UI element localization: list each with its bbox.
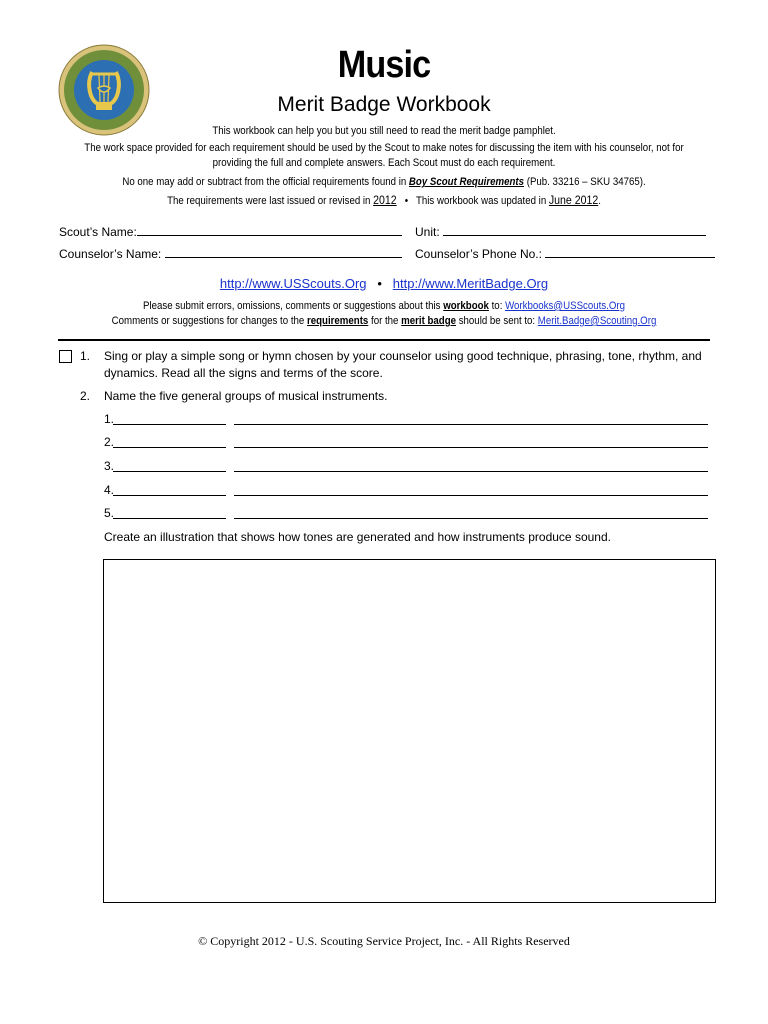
unit-label: Unit: <box>415 225 440 239</box>
unit-field[interactable] <box>415 225 706 239</box>
requirement-2-number: 2. <box>80 389 91 403</box>
submit-line-2-sent: should be sent to: <box>456 315 538 327</box>
requirement-1-number: 1. <box>80 349 91 363</box>
revised-year: 2012 <box>373 193 397 207</box>
intro-line-2: The work space provided for each requirement should be used by the Scout to make notes for discussing the item with his counselor, not for <box>84 142 684 154</box>
illustration-prompt: Create an illustration that shows how tones are generated and how instruments produce sound. <box>104 530 611 544</box>
counselor-phone-field[interactable] <box>415 247 715 261</box>
scout-name-field[interactable] <box>59 225 402 239</box>
requirement-1-text-line-2: dynamics. Read all the signs and terms of the score. <box>104 366 383 380</box>
website-links <box>0 276 768 291</box>
intro-line-4-pub: (Pub. 33216 – SKU 34765). <box>524 176 646 188</box>
intro-line-1: This workbook can help you but you still need to read the merit badge pamphlet. <box>212 125 556 137</box>
link-separator: • <box>377 276 382 291</box>
submit-line-2-text: Comments or suggestions for changes to the <box>111 315 307 327</box>
page-subtitle: Merit Badge Workbook <box>277 93 491 116</box>
intro-line-4 <box>46 176 722 188</box>
workbooks-email-link[interactable]: Workbooks@USScouts.Org <box>505 300 626 312</box>
merit-badge-email-link[interactable]: Merit.Badge@Scouting.Org <box>537 315 657 327</box>
scout-name-label: Scout’s Name: <box>59 225 137 239</box>
merit-badge-word: merit badge <box>401 315 457 327</box>
submit-line-1 <box>46 300 722 312</box>
usscouts-link[interactable]: http://www.USScouts.Org <box>219 276 367 291</box>
answer-number: 4. <box>104 483 115 497</box>
requirement-2-text: Name the five general groups of musical instruments. <box>104 389 388 403</box>
illustration-box[interactable] <box>103 559 716 903</box>
requirements-word: requirements <box>306 315 369 327</box>
intro-line-5-mid: • This workbook was updated in <box>396 195 549 207</box>
answer-number: 5. <box>104 506 115 520</box>
intro-line-4-text: No one may add or subtract from the official requirements found in <box>122 176 409 188</box>
submit-line-2-for: for the <box>368 315 402 327</box>
answer-number: 1. <box>104 412 115 426</box>
answer-number: 3. <box>104 459 115 473</box>
answer-number: 2. <box>104 435 115 449</box>
submit-line-2 <box>46 315 722 327</box>
counselor-name-field[interactable] <box>59 247 402 261</box>
intro-line-5 <box>46 193 722 207</box>
counselor-name-label: Counselor’s Name: <box>59 247 162 261</box>
intro-line-3: providing the full and complete answers. Each Scout must do each requirement. <box>212 157 556 169</box>
page-title: Music <box>337 44 431 86</box>
updated-date: June 2012 <box>548 193 599 207</box>
boy-scout-requirements-title: Boy Scout Requirements <box>408 176 525 188</box>
requirement-1-text-line-1: Sing or play a simple song or hymn chosen by your counselor using good technique, phrasing, tone, rhythm, and <box>104 349 702 363</box>
intro-line-5-text: The requirements were last issued or revised in <box>167 195 374 207</box>
copyright-footer: © Copyright 2012 - U.S. Scouting Service Project, Inc. - All Rights Reserved <box>198 934 570 948</box>
intro-line-5-end: . <box>598 195 601 207</box>
requirement-1-checkbox[interactable] <box>59 350 72 363</box>
counselor-phone-label: Counselor’s Phone No.: <box>415 247 542 261</box>
workbook-word: workbook <box>443 300 489 312</box>
section-divider <box>58 339 710 341</box>
submit-line-1-to: to: <box>488 300 506 312</box>
meritbadge-link[interactable]: http://www.MeritBadge.Org <box>392 276 549 291</box>
submit-line-1-text: Please submit errors, omissions, comments or suggestions about this <box>142 300 444 312</box>
